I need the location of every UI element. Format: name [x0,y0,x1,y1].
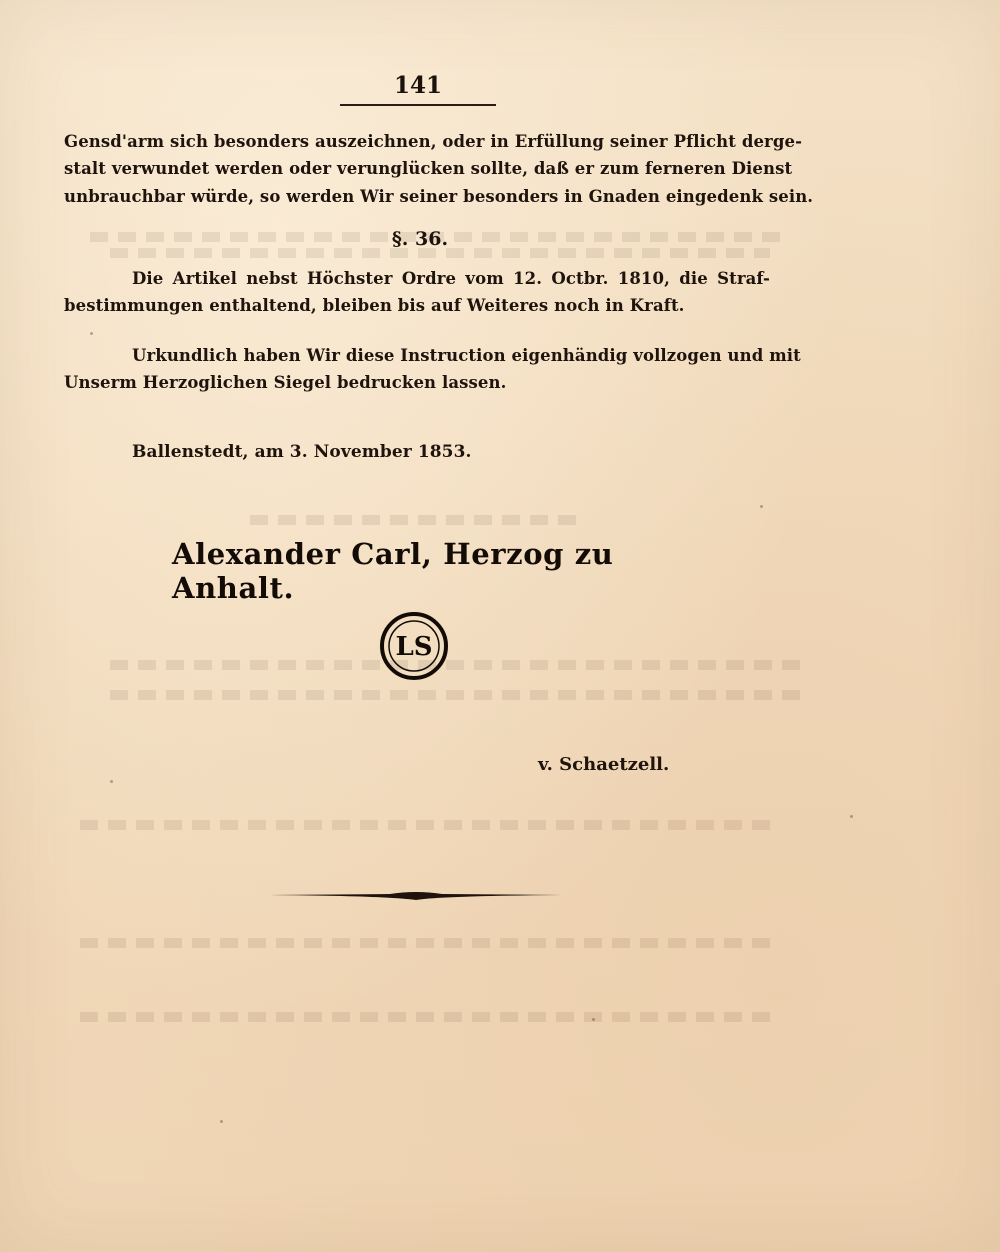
paragraph-1-line: Gensd'arm sich besonders auszeichnen, oder in Erfüllung seiner Pflicht derge- [64,132,803,151]
paragraph-2-line: Die Artikel nebst Höchster Ordre vom 12. Octbr. 1810, die Straf- [132,269,770,288]
paper-speck [850,815,853,818]
paper-speck [760,505,763,508]
paragraph-3-line: Urkundlich haben Wir diese Instruction eigenhändig vollzogen und mit [132,346,801,365]
seal-icon [378,610,450,682]
bleed-through-line [80,820,780,830]
paper-speck [110,780,113,783]
seal-text: LS [395,632,433,662]
paragraph-2-line: bestimmungen enthaltend, bleiben bis auf Weiteres noch in Kraft. [64,296,685,315]
page-number: 141 [393,72,442,99]
closing-rule [270,889,562,901]
paragraph-3-line: Unserm Herzoglichen Siegel bedrucken lassen. [64,373,507,392]
section-heading: §. 36. [391,228,449,250]
bleed-through-line [110,660,800,670]
paper-speck [90,332,93,335]
place-date: Ballenstedt, am 3. November 1853. [132,442,472,462]
signature: Alexander Carl, Herzog zu Anhalt. [172,537,614,605]
paper-speck [220,1120,223,1123]
bleed-through-line [80,938,770,948]
paragraph-1-line: stalt verwundet werden oder verunglücken sollte, daß er zum ferneren Dienst [64,159,793,178]
paragraph-1-line: unbrauchbar würde, so werden Wir seiner besonders in Gnaden eingedenk sein. [64,187,814,206]
countersignature: v. Schaetzell. [538,754,670,775]
paper-speck [592,1018,595,1021]
bleed-through-line [110,690,800,700]
header-rule [340,104,496,106]
bleed-through-line [250,515,580,525]
bleed-through-line [80,1012,770,1022]
